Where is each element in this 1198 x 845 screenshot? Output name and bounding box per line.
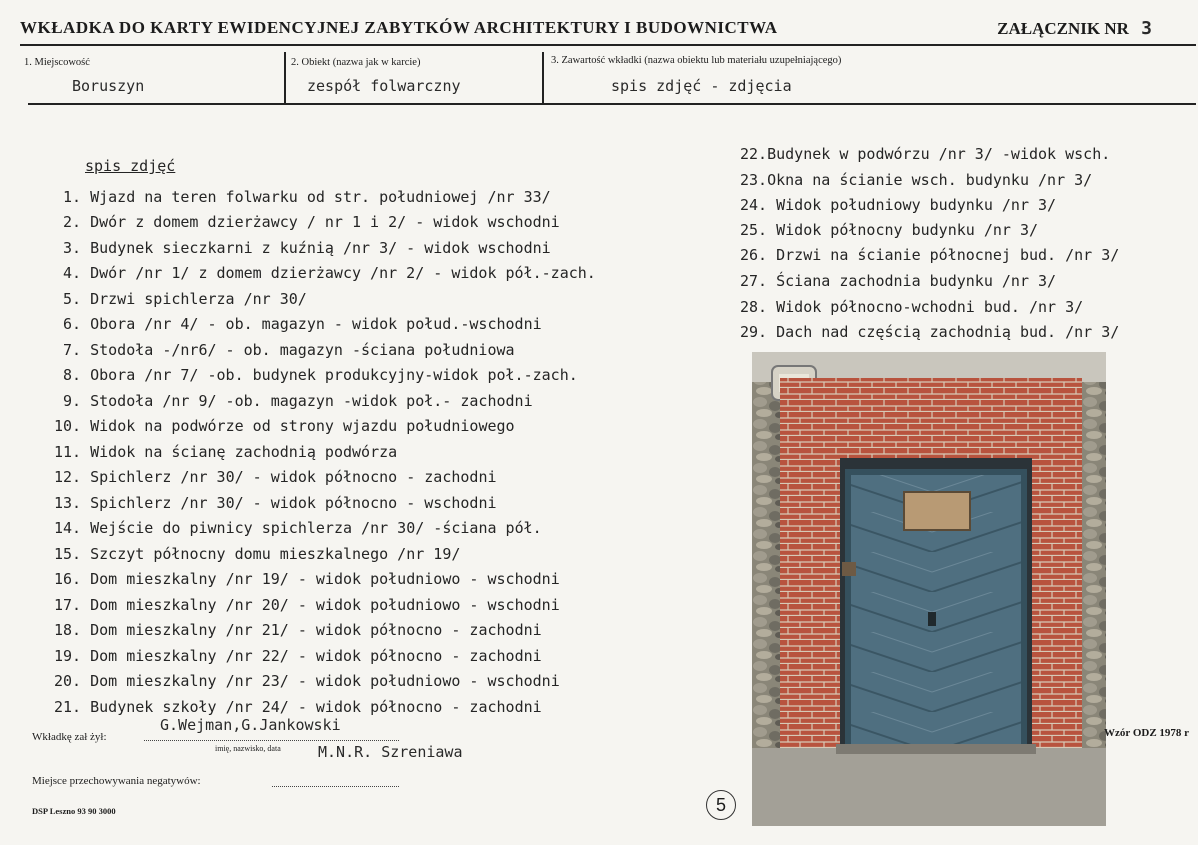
form-code: Wzór ODZ 1978 r	[1104, 727, 1190, 739]
field-label-locality: 1. Miejscowość	[24, 57, 90, 68]
field-value-locality: Boruszyn	[72, 77, 145, 95]
list-item: 23.Okna na ścianie wsch. budynku /nr 3/	[740, 171, 1093, 189]
negatives-label: Miejsce przechowywania negatywów:	[32, 775, 201, 787]
list-item: 15. Szczyt północny domu mieszkalnego /nr 19/	[54, 545, 461, 563]
list-item: 16. Dom mieszkalny /nr 19/ - widok południowo - wschodni	[54, 570, 560, 588]
field-value-content: spis zdjęć - zdjęcia	[611, 77, 792, 95]
list-item: 19. Dom mieszkalny /nr 22/ - widok północno - zachodni	[54, 647, 542, 665]
list-item: 1. Wjazd na teren folwarku od str. południowej /nr 33/	[63, 188, 551, 206]
list-item: 26. Drzwi na ścianie północnej bud. /nr 3/	[740, 246, 1120, 264]
list-item: 3. Budynek sieczkarni z kuźnią /nr 3/ - widok wschodni	[63, 239, 551, 257]
approver-signature: M.N.R. Szreniawa	[318, 743, 463, 761]
name-date-label: imię, nazwisko, data	[215, 744, 281, 753]
list-item: 12. Spichlerz /nr 30/ - widok północno - zachodni	[54, 468, 497, 486]
list-item: 18. Dom mieszkalny /nr 21/ - widok północno - zachodni	[54, 621, 542, 639]
made-by-label: Wkładkę zał żył:	[32, 731, 107, 743]
list-item: 24. Widok południowy budynku /nr 3/	[740, 196, 1057, 214]
attachment-label: ZAŁĄCZNIK NR	[997, 19, 1129, 38]
list-item: 9. Stodoła /nr 9/ -ob. magazyn -widok poł.- zachodni	[63, 392, 533, 410]
field-value-object: zespół folwarczny	[307, 77, 461, 95]
list-item: 25. Widok północny budynku /nr 3/	[740, 221, 1039, 239]
header-rule	[20, 44, 1196, 46]
list-item: 4. Dwór /nr 1/ z domem dzierżawcy /nr 2/ - widok pół.-zach.	[63, 264, 596, 282]
list-item: 7. Stodoła -/nr6/ - ob. magazyn -ściana południowa	[63, 341, 515, 359]
form-title: WKŁADKA DO KARTY EWIDENCYJNEJ ZABYTKÓW ARCHITEKTURY I BUDOWNICTWA	[20, 18, 778, 37]
list-item: 20. Dom mieszkalny /nr 23/ - widok południowo - wschodni	[54, 672, 560, 690]
made-by-value: G.Wejman,G.Jankowski	[160, 716, 341, 734]
door-photo	[752, 352, 1106, 826]
list-item: 29. Dach nad częścią zachodnią bud. /nr 3/	[740, 323, 1120, 341]
field-divider	[542, 52, 544, 104]
list-item: 10. Widok na podwórze od strony wjazdu południowego	[54, 417, 515, 435]
list-item: 17. Dom mieszkalny /nr 20/ - widok południowo - wschodni	[54, 596, 560, 614]
list-item: 11. Widok na ścianę zachodnią podwórza	[54, 443, 398, 461]
negatives-line	[272, 786, 399, 787]
list-item: 2. Dwór z domem dzierżawcy / nr 1 i 2/ - widok wschodni	[63, 213, 560, 231]
made-by-line	[144, 740, 399, 741]
list-item: 5. Drzwi spichlerza /nr 30/	[63, 290, 307, 308]
list-item: 14. Wejście do piwnicy spichlerza /nr 30/ -ściana pół.	[54, 519, 542, 537]
field-divider	[284, 52, 286, 104]
list-item: 28. Widok północno-wchodni bud. /nr 3/	[740, 298, 1084, 316]
list-item: 6. Obora /nr 4/ - ob. magazyn - widok połud.-wschodni	[63, 315, 542, 333]
field-label-object: 2. Obiekt (nazwa jak w karcie)	[291, 57, 421, 68]
field-label-content: 3. Zawartość wkładki (nazwa obiektu lub materiału uzupełniającego)	[551, 55, 842, 66]
attachment-number-label	[997, 18, 1152, 39]
list-item: 13. Spichlerz /nr 30/ - widok północno - wschodni	[54, 494, 497, 512]
list-title: spis zdjęć	[85, 157, 176, 175]
list-item: 27. Ściana zachodnia budynku /nr 3/	[740, 272, 1057, 290]
printer-info: DSP Leszno 93 90 3000	[32, 806, 116, 816]
attachment-number: 3	[1141, 18, 1152, 39]
list-item: 22.Budynek w podwórzu /nr 3/ -widok wsch.	[740, 145, 1111, 163]
fields-rule	[28, 103, 1196, 105]
list-item: 21. Budynek szkoły /nr 24/ - widok północno - zachodni	[54, 698, 542, 716]
photo-number-circle: 5	[706, 790, 736, 820]
list-item: 8. Obora /nr 7/ -ob. budynek produkcyjny-widok poł.-zach.	[63, 366, 578, 384]
